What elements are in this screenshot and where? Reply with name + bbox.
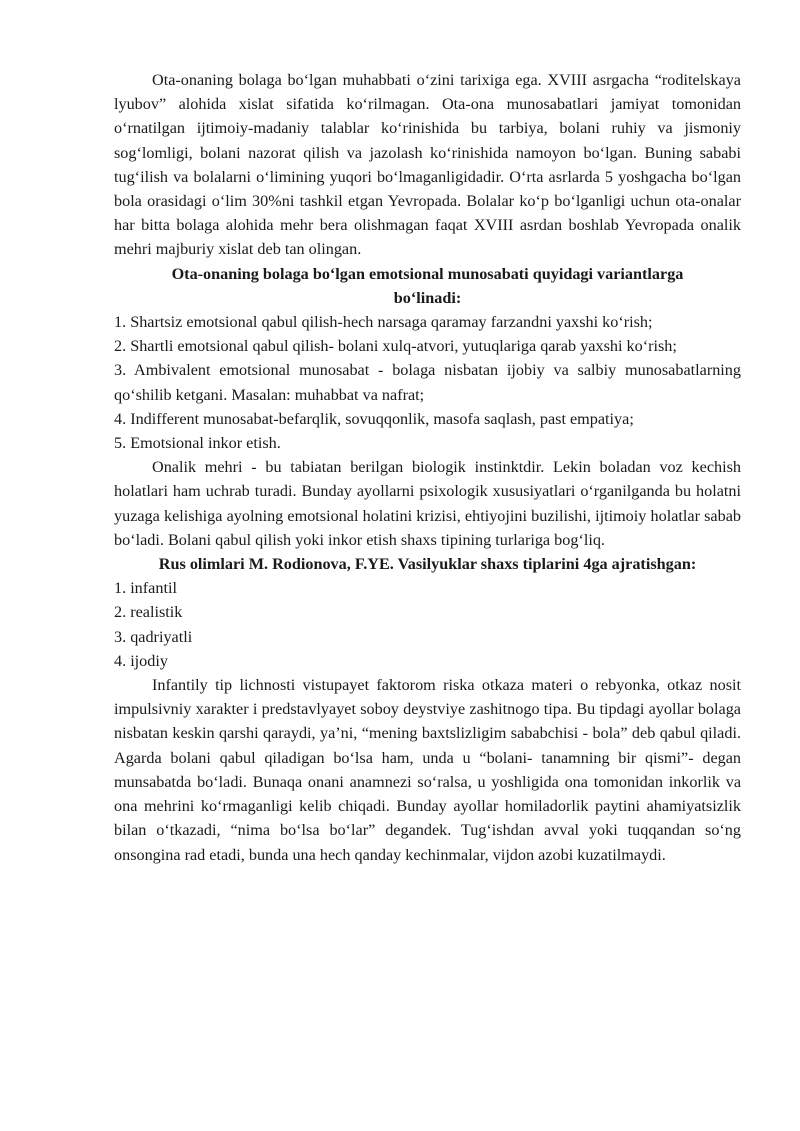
list-item: 4. Indifferent munosabat-befarqlik, sovuqqonlik, masofa saqlash, past empatiya; [114,409,634,428]
list-item: 1. Shartsiz emotsional qabul qilish-hech narsaga qaramay farzandni yaxshi ko‘rish; [114,313,653,332]
list-item: 5. Emotsional inkor etish. [114,434,281,453]
list-item: 3. qadriyatli [114,627,193,646]
list-item: 1. infantil [114,579,177,598]
document-page [114,68,741,867]
paragraph-infantile-type: Infantily tip lichnosti vistupayet faktorom riska otkaza materi o rebyonka, otkaz nosit impulsivniy xarakter i predstavlyayet soboy deystviye zashitnogo tipa. Bu tipdagi ayollar bolaga nisbatan keskin qarshi qaraydi, ya’ni, “mening baxtslizligim sababchisi - bola” deb qabul qiladi. Agarda bolani qabul qiladigan bo‘lsa ham, unda u “bolani- tanamning bir qismi”- degan munsabatda bo‘ladi. Bunaqa onani anamnezi so‘ralsa, u yoshligida ona tomonidan inkorlik va ona mehrini ko‘rmaganligi kelib chiqadi. Bunday ayollar homiladorlik paytini ahamiyatsizlik bilan o‘tkazadi, “nima bo‘lsa bo‘lar” degandek. Tug‘ishdan avval yoki tuqqandan so‘ng onsongina rad etadi, bunda una hech qanday kechinmalar, vijdon azobi kuzatilmaydi. [114,676,741,864]
heading-emotional-variants: Ota-onaning bolaga bo‘lgan emotsional munosabati quyidagi variantlarga bo‘linadi: [171,264,684,307]
paragraph-history: Ota-onaning bolaga bo‘lgan muhabbati o‘zini tarixiga ega. XVIII asrgacha “roditelskaya lyubov” alohida xislat sifatida ko‘rilmagan. Ota-ona munosabatlari jamiyat tomonidan o‘rnatilgan ijtimoiy-madaniy talablar ko‘rinishida bu tarbiya, bolani ruhiy va jismoniy sog‘lomligi, bolani nazorat qilish va jazolash ko‘rinishida namoyon bo‘lgan. Buning sababi tug‘ilish va bolalarni o‘limining yuqori bo‘lmaganligidadir. O‘rta asrlarda 5 yoshgacha bo‘lgan bola orasidagi o‘lim 30%ni tashkil etgan Yevropada. Bolalar ko‘p bo‘lganligi uchun ota-onalar har bitta bolaga alohida mehr bera olishmagan faqat XVIII asrdan boshlab Yevropada onalik mehri majburiy xislat deb tan olingan. [114,71,741,259]
list-item: 2. realistik [114,603,183,622]
list-item: 4. ijodiy [114,651,168,670]
types-list [114,576,741,673]
variants-list [114,310,741,455]
list-item: 2. Shartli emotsional qabul qilish- bolani xulq-atvori, yutuqlariga qarab yaxshi ko‘rish; [114,337,677,356]
paragraph-maternal-love: Onalik mehri - bu tabiatan berilgan biologik instinktdir. Lekin boladan voz kechish holatlari ham uchrab turadi. Bunday ayollarni psixologik xususiyatlari o‘rganilganda bu holatni yuzaga kelishiga ayolning emotsional holatini krizisi, ehtiyojini buzilishi, ijtimoiy holatlar sabab bo‘ladi. Bolani qabul qilish yoki inkor etish shaxs tipining turlariga bog‘liq. [114,458,741,549]
list-item: 3. Ambivalent emotsional munosabat - bolaga nisbatan ijobiy va salbiy munosabatlarning qo‘shilib ketgani. Masalan: muhabbat va nafrat; [114,361,741,404]
heading-personality-types: Rus olimlari M. Rodionova, F.YE. Vasilyuklar shaxs tiplarini 4ga ajratishgan: [158,555,697,574]
